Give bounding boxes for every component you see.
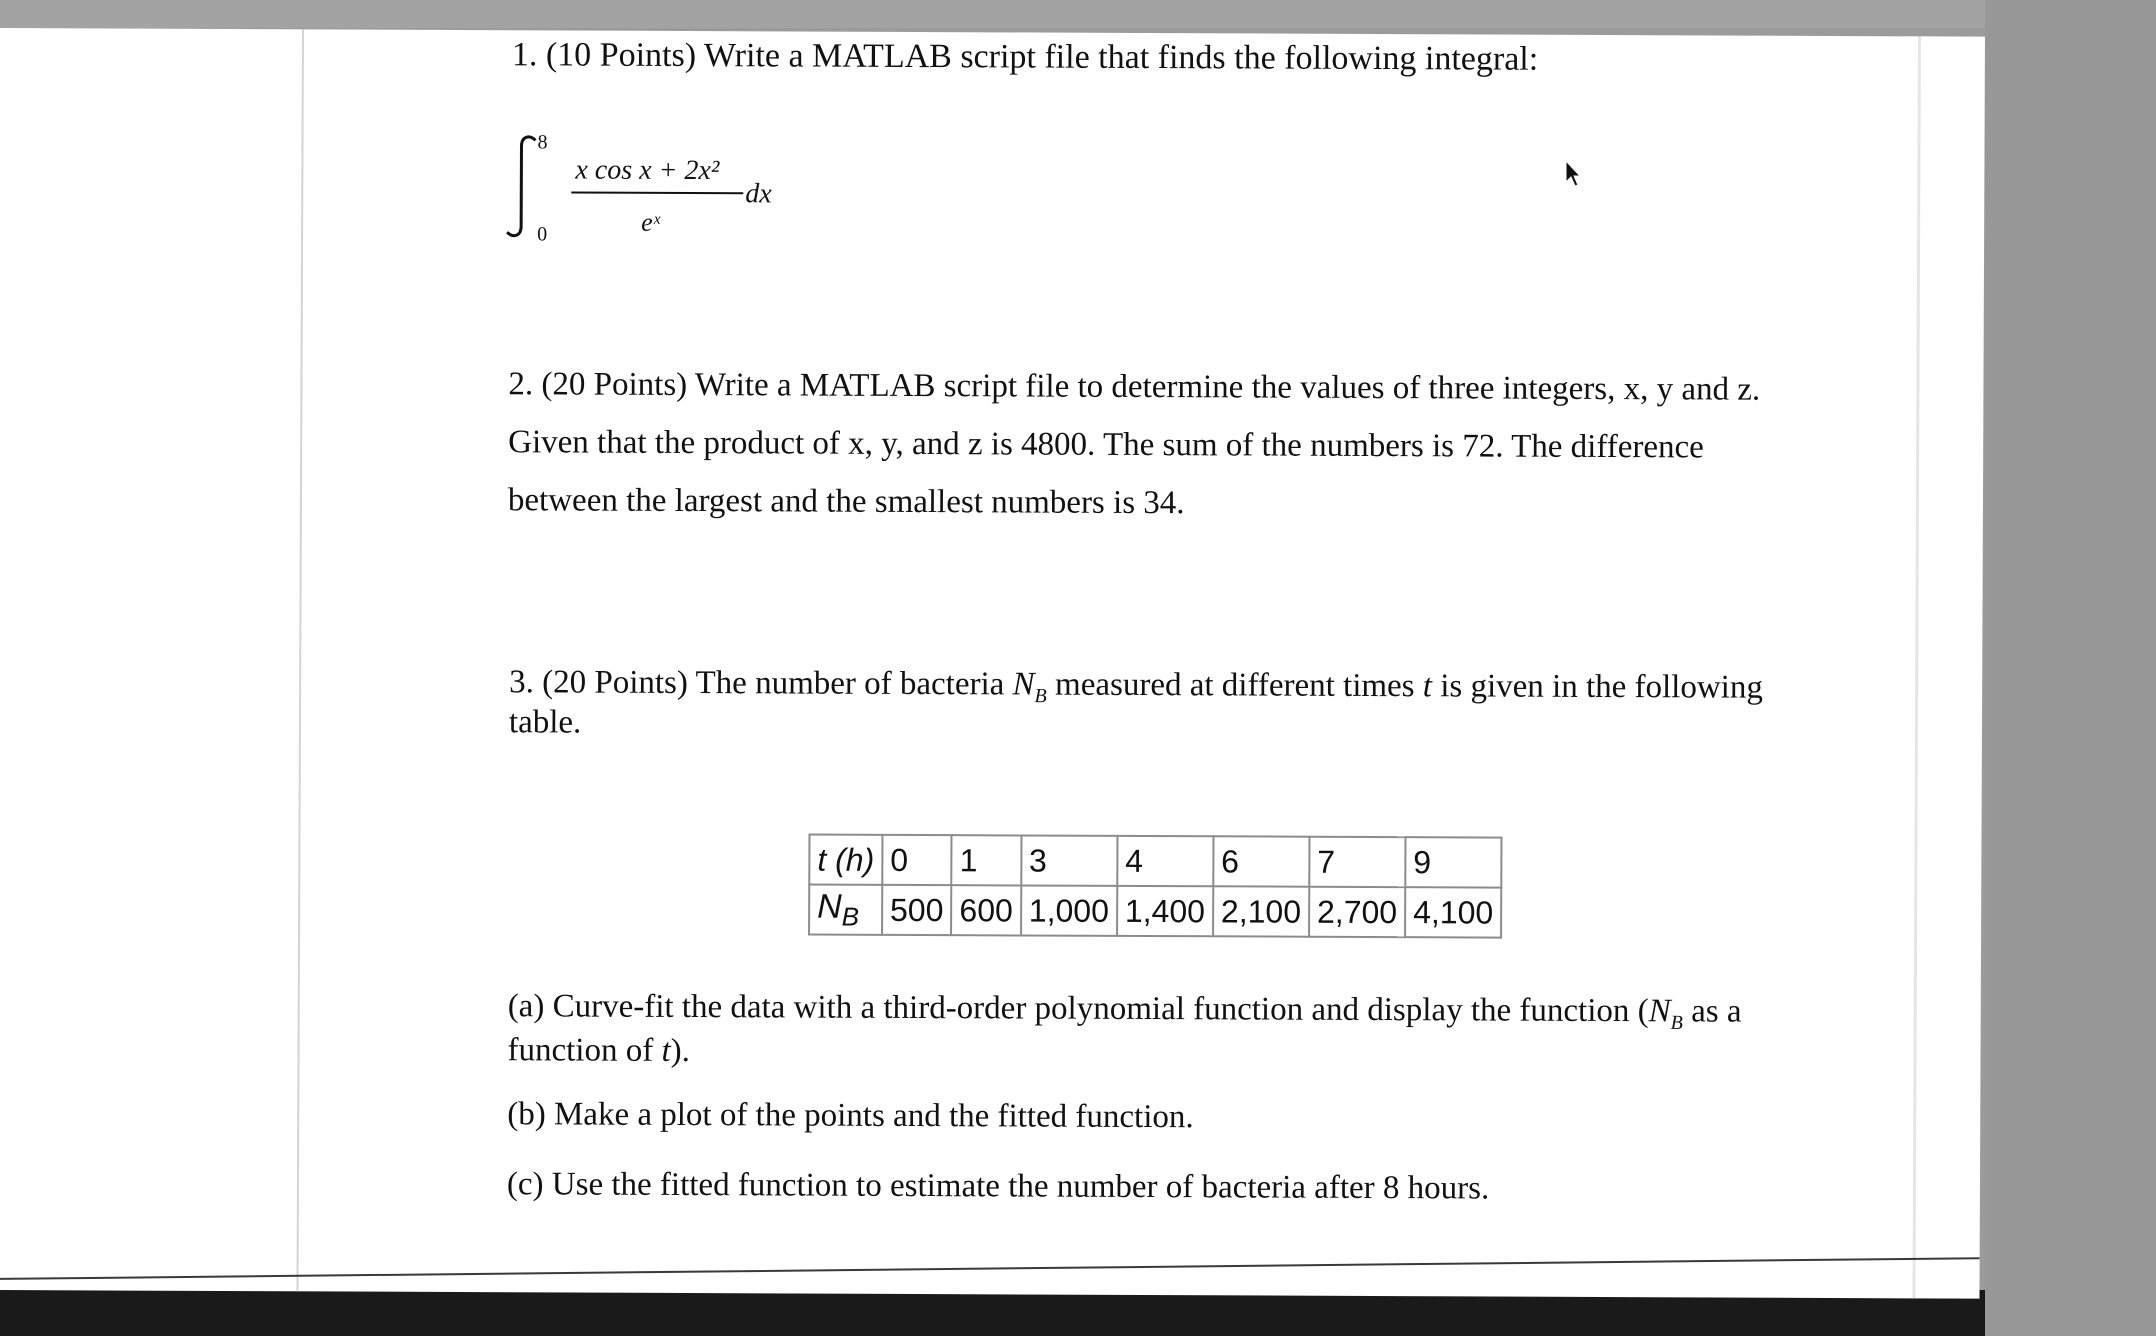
t-value-cell: 4 [1117,836,1213,886]
q3-mid-text: measured at different times [1046,666,1423,705]
nb-label-sub: B [841,901,860,932]
time-row [809,835,1501,888]
nb-value-cell: 1,000 [1021,885,1117,935]
right-page-edge [1912,36,1921,1298]
part-a-line2-end: ). [670,1032,691,1070]
t-value-cell: 0 [882,835,952,885]
integral-differential: dx [745,178,772,210]
part-a-line-2 [507,1034,690,1068]
nb-value-cell: 600 [951,885,1021,935]
integral-upper-limit: 8 [537,131,548,154]
mouse-pointer-icon [1565,160,1581,188]
integral-expression [513,128,824,249]
bacteria-row [809,885,1501,938]
question-1-text: 1. (10 Points) Write a MATLAB script file that finds the following integral: [511,36,1539,78]
part-c-text: (c) Use the fitted function to estimate the number of bacteria after 8 hours. [506,1166,1490,1207]
left-margin-line [296,29,304,1291]
part-a-text: (a) Curve-fit the data with a third-order polynomial function and display the function ( [507,988,1649,1030]
integral-lower-limit: 0 [537,223,548,246]
nb-value-cell: 2,100 [1213,886,1309,936]
question-2-line-2: Given that the product of x, y, and z is 4800. The sum of the numbers is 72. The difference [508,424,1704,466]
top-gray-band [0,0,2156,28]
document-page [0,28,1985,1299]
part-a-nb-symbol: N [1648,993,1671,1030]
part-a-nb-subscript: B [1670,1011,1683,1034]
question-3-line-2: table. [508,704,582,741]
t-value-cell: 1 [952,835,1022,885]
q3-nb-subscript: B [1034,685,1047,708]
question-2-line-3: between the largest and the smallest numbers is 34. [507,482,1185,522]
t-value-cell: 9 [1405,837,1501,887]
question-2-line-1: 2. (20 Points) Write a MATLAB script file to determine the values of three integers, x, y and z. [508,366,1761,408]
bacteria-row-label [809,885,882,935]
nb-value-cell: 1,400 [1117,886,1213,936]
q3-end-text: is given in the following [1431,668,1763,706]
fraction-bar [571,192,743,193]
integral-denominator: eˣ [641,207,661,237]
part-a-t-symbol: t [661,1032,671,1069]
right-gray-panel [1985,0,2156,1336]
part-b-text: (b) Make a plot of the points and the fitted function. [507,1096,1194,1136]
nb-value-cell: 500 [882,885,952,935]
integral-numerator: x cos x + 2x² [575,154,720,187]
bacteria-data-table [808,834,1503,939]
t-value-cell: 3 [1021,835,1117,885]
nb-value-cell: 4,100 [1405,887,1501,937]
nb-value-cell: 2,700 [1309,887,1405,937]
t-value-cell: 6 [1213,836,1309,886]
part-a-line2-text: function of [507,1032,662,1069]
q3-intro-text: 3. (20 Points) The number of bacteria [509,664,1013,703]
q3-t-symbol: t [1422,668,1433,705]
t-value-cell: 7 [1309,837,1405,887]
nb-label-main: N [817,887,842,926]
part-a-tail: as a [1682,993,1742,1030]
question-3-line-1 [509,666,1763,709]
time-row-label: t (h) [809,835,882,885]
q3-nb-symbol: N [1012,666,1035,703]
part-a-line-1 [508,990,1742,1033]
